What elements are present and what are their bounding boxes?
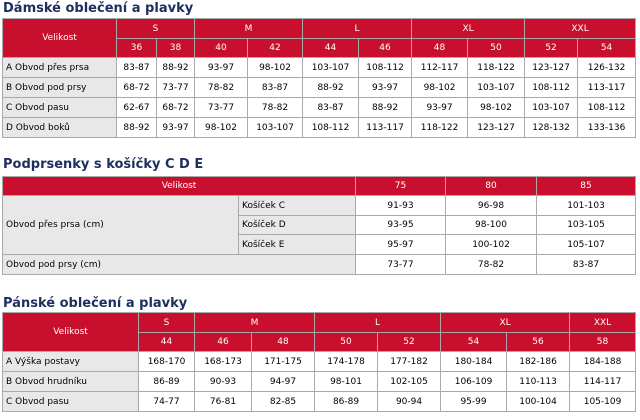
cup-label: Košíček D bbox=[239, 216, 356, 235]
mens-size-table bbox=[2, 312, 636, 412]
mens-title: Pánské oblečení a plavky bbox=[3, 296, 188, 311]
table-cell: 88-92 bbox=[157, 58, 195, 78]
table-cell: 108-112 bbox=[525, 78, 578, 98]
size-header: 75 bbox=[356, 177, 446, 196]
table-cell: 103-107 bbox=[468, 78, 525, 98]
table-cell: 123-127 bbox=[468, 118, 525, 138]
table-cell: 101-103 bbox=[537, 196, 636, 216]
table-cell: 95-99 bbox=[441, 392, 507, 412]
table-cell: 103-105 bbox=[537, 216, 636, 235]
table-cell: 73-77 bbox=[157, 78, 195, 98]
table-cell: 93-97 bbox=[412, 98, 468, 118]
group-header: XL bbox=[441, 313, 570, 333]
table-cell: 168-170 bbox=[139, 352, 195, 372]
size-header: 42 bbox=[248, 39, 303, 58]
table-cell: 103-107 bbox=[303, 58, 359, 78]
table-cell: 184-188 bbox=[570, 352, 636, 372]
mens-corner-header: Velikost bbox=[3, 313, 139, 352]
table-cell: 83-87 bbox=[303, 98, 359, 118]
table-cell: 76-81 bbox=[195, 392, 252, 412]
table-cell: 68-72 bbox=[117, 78, 157, 98]
table-cell: 174-178 bbox=[315, 352, 378, 372]
table-cell: 90-93 bbox=[195, 372, 252, 392]
table-cell: 93-95 bbox=[356, 216, 446, 235]
table-row bbox=[3, 392, 636, 412]
size-header: 38 bbox=[157, 39, 195, 58]
table-cell: 78-82 bbox=[446, 255, 537, 275]
row-label: B Obvod pod prsy bbox=[3, 78, 117, 98]
row-label: A Obvod přes prsa bbox=[3, 58, 117, 78]
table-row bbox=[3, 255, 636, 275]
table-cell: 78-82 bbox=[248, 98, 303, 118]
table-cell: 113-117 bbox=[359, 118, 412, 138]
size-header: 48 bbox=[252, 333, 315, 352]
size-header: 58 bbox=[570, 333, 636, 352]
size-header: 52 bbox=[525, 39, 578, 58]
table-cell: 88-92 bbox=[303, 78, 359, 98]
group-header: M bbox=[195, 19, 303, 39]
group-header: XXL bbox=[570, 313, 636, 333]
table-cell: 86-89 bbox=[315, 392, 378, 412]
table-cell: 73-77 bbox=[195, 98, 248, 118]
table-cell: 86-89 bbox=[139, 372, 195, 392]
bra-title: Podprsenky s košíčky C D E bbox=[3, 157, 204, 172]
table-row bbox=[3, 352, 636, 372]
table-cell: 96-98 bbox=[446, 196, 537, 216]
size-header: 56 bbox=[507, 333, 570, 352]
row-label: C Obvod pasu bbox=[3, 98, 117, 118]
table-row bbox=[3, 372, 636, 392]
table-cell: 93-97 bbox=[195, 58, 248, 78]
row-label: B Obvod hrudníku bbox=[3, 372, 139, 392]
table-cell: 93-97 bbox=[157, 118, 195, 138]
group-header: L bbox=[315, 313, 441, 333]
table-cell: 102-105 bbox=[378, 372, 441, 392]
table-cell: 177-182 bbox=[378, 352, 441, 372]
table-cell: 68-72 bbox=[157, 98, 195, 118]
table-cell: 95-97 bbox=[356, 235, 446, 255]
size-header: 80 bbox=[446, 177, 537, 196]
size-header: 36 bbox=[117, 39, 157, 58]
table-cell: 91-93 bbox=[356, 196, 446, 216]
table-cell: 83-87 bbox=[248, 78, 303, 98]
table-cell: 93-97 bbox=[359, 78, 412, 98]
table-cell: 98-102 bbox=[195, 118, 248, 138]
womens-title: Dámské oblečení a plavky bbox=[3, 1, 194, 16]
row-label: C Obvod pasu bbox=[3, 392, 139, 412]
table-row bbox=[3, 196, 636, 216]
table-cell: 88-92 bbox=[359, 98, 412, 118]
table-cell: 108-112 bbox=[303, 118, 359, 138]
row-label: Obvod pod prsy (cm) bbox=[3, 255, 356, 275]
row-label: D Obvod boků bbox=[3, 118, 117, 138]
size-header: 50 bbox=[468, 39, 525, 58]
table-cell: 103-107 bbox=[525, 98, 578, 118]
table-cell: 83-87 bbox=[537, 255, 636, 275]
table-row bbox=[3, 98, 636, 118]
group-header: M bbox=[195, 313, 315, 333]
table-cell: 100-102 bbox=[446, 235, 537, 255]
size-header: 85 bbox=[537, 177, 636, 196]
table-cell: 105-109 bbox=[570, 392, 636, 412]
table-cell: 98-101 bbox=[315, 372, 378, 392]
size-header: 54 bbox=[578, 39, 636, 58]
bra-size-table bbox=[2, 176, 636, 275]
table-row bbox=[3, 78, 636, 98]
table-cell: 182-186 bbox=[507, 352, 570, 372]
table-cell: 88-92 bbox=[117, 118, 157, 138]
table-cell: 171-175 bbox=[252, 352, 315, 372]
size-header: 40 bbox=[195, 39, 248, 58]
size-header: 52 bbox=[378, 333, 441, 352]
table-cell: 98-102 bbox=[468, 98, 525, 118]
group-header: L bbox=[303, 19, 412, 39]
table-cell: 62-67 bbox=[117, 98, 157, 118]
size-header: 50 bbox=[315, 333, 378, 352]
table-cell: 168-173 bbox=[195, 352, 252, 372]
womens-size-table bbox=[2, 18, 636, 138]
table-cell: 113-117 bbox=[578, 78, 636, 98]
table-cell: 118-122 bbox=[412, 118, 468, 138]
table-cell: 94-97 bbox=[252, 372, 315, 392]
table-cell: 126-132 bbox=[578, 58, 636, 78]
bra-corner-header: Velikost bbox=[3, 177, 356, 196]
table-cell: 100-104 bbox=[507, 392, 570, 412]
group-header: S bbox=[139, 313, 195, 333]
row-label: A Výška postavy bbox=[3, 352, 139, 372]
table-cell: 118-122 bbox=[468, 58, 525, 78]
table-cell: 114-117 bbox=[570, 372, 636, 392]
table-cell: 74-77 bbox=[139, 392, 195, 412]
table-cell: 98-102 bbox=[248, 58, 303, 78]
table-cell: 112-117 bbox=[412, 58, 468, 78]
womens-corner-header: Velikost bbox=[3, 19, 117, 58]
table-cell: 83-87 bbox=[117, 58, 157, 78]
table-cell: 133-136 bbox=[578, 118, 636, 138]
table-cell: 82-85 bbox=[252, 392, 315, 412]
group-header: S bbox=[117, 19, 195, 39]
size-header: 54 bbox=[441, 333, 507, 352]
table-cell: 90-94 bbox=[378, 392, 441, 412]
size-header: 44 bbox=[303, 39, 359, 58]
table-cell: 98-102 bbox=[412, 78, 468, 98]
table-row bbox=[3, 118, 636, 138]
size-header: 44 bbox=[139, 333, 195, 352]
size-header: 46 bbox=[195, 333, 252, 352]
table-cell: 106-109 bbox=[441, 372, 507, 392]
table-cell: 73-77 bbox=[356, 255, 446, 275]
size-header: 48 bbox=[412, 39, 468, 58]
table-cell: 110-113 bbox=[507, 372, 570, 392]
table-cell: 98-100 bbox=[446, 216, 537, 235]
table-cell: 123-127 bbox=[525, 58, 578, 78]
table-cell: 105-107 bbox=[537, 235, 636, 255]
table-cell: 78-82 bbox=[195, 78, 248, 98]
table-cell: 108-112 bbox=[359, 58, 412, 78]
row-label: Obvod přes prsa (cm) bbox=[3, 196, 239, 255]
size-header: 46 bbox=[359, 39, 412, 58]
table-cell: 103-107 bbox=[248, 118, 303, 138]
table-row bbox=[3, 58, 636, 78]
table-cell: 180-184 bbox=[441, 352, 507, 372]
cup-label: Košíček E bbox=[239, 235, 356, 255]
table-cell: 108-112 bbox=[578, 98, 636, 118]
group-header: XL bbox=[412, 19, 525, 39]
group-header: XXL bbox=[525, 19, 636, 39]
table-cell: 128-132 bbox=[525, 118, 578, 138]
cup-label: Košíček C bbox=[239, 196, 356, 216]
